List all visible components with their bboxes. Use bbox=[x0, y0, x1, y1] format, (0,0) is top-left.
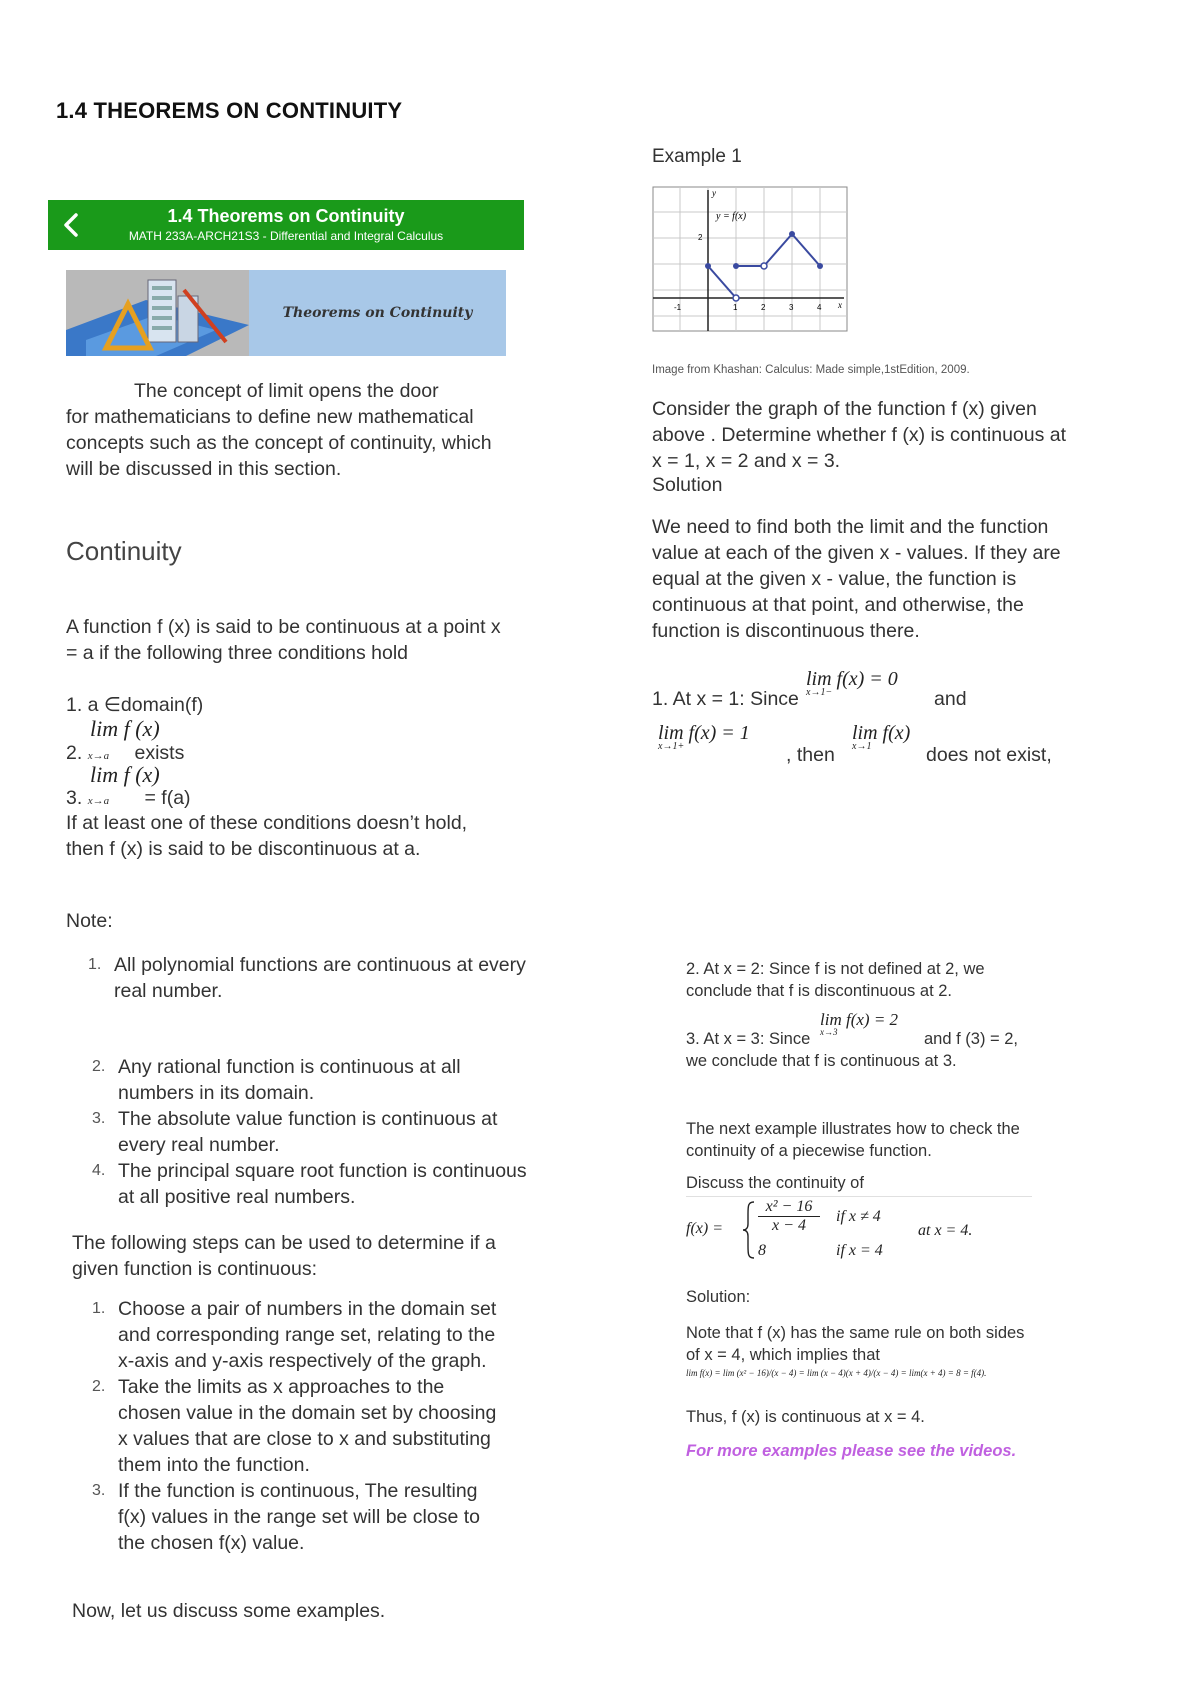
limit-subscript: x→a bbox=[87, 795, 110, 807]
list-item bbox=[70, 1158, 530, 1210]
list-number: 4. bbox=[92, 1162, 106, 1179]
list-number: 1. bbox=[88, 956, 102, 973]
step3-text: 3. At x = 3: Since bbox=[686, 1030, 811, 1048]
limit-subscript: x→1 bbox=[852, 741, 872, 752]
course-banner bbox=[66, 270, 506, 356]
piecewise-at: at x = 4. bbox=[918, 1222, 973, 1239]
list-number: 3. bbox=[92, 1482, 106, 1499]
steps-intro: The following steps can be used to determine if a given function is continuous: bbox=[72, 1232, 496, 1280]
list-item bbox=[70, 1106, 530, 1158]
list-text: Choose a pair of numbers in the domain set and corresponding range set, relating to the x-axis and y-axis respectively of the graph. bbox=[118, 1298, 497, 1372]
list-number: 2. bbox=[92, 1058, 106, 1075]
app-header bbox=[48, 200, 524, 250]
graph-x-axis-label: x bbox=[838, 300, 842, 310]
intro-rest: for mathematicians to define new mathematical concepts such as the concept of continuity, which will be discussed in this section. bbox=[66, 406, 492, 480]
page-title: 1.4 THEOREMS ON CONTINUITY bbox=[56, 98, 403, 123]
list-text: Any rational function is continuous at all numbers in its domain. bbox=[118, 1056, 461, 1104]
note-label: Note: bbox=[66, 910, 113, 932]
banner-text: Theorems on Continuity bbox=[282, 305, 473, 321]
limit-expression: lim f(x) = 1 bbox=[658, 722, 750, 744]
list-item bbox=[70, 1374, 510, 1478]
solution-label: Solution bbox=[652, 474, 723, 496]
note-that-text: Note that f (x) has the same rule on both sides of x = 4, which implies that bbox=[686, 1324, 1025, 1364]
list-text: If the function is continuous, The resulting f(x) values in the range set will be close to the chosen f(x) value. bbox=[118, 1480, 481, 1554]
limit-expression: lim f(x) = 0 bbox=[806, 668, 898, 690]
condition-3-number: 3. bbox=[66, 787, 83, 809]
step2-text: 2. At x = 2: Since f is not defined at 2, we conclude that f is discontinuous at 2. bbox=[686, 960, 985, 1000]
next-example-intro: The next example illustrates how to check the continuity of a piecewise function. bbox=[686, 1120, 1020, 1160]
step3-limit bbox=[820, 1010, 898, 1037]
intro-paragraph bbox=[66, 378, 506, 482]
examples-intro: Now, let us discuss some examples. bbox=[72, 1600, 386, 1622]
fraction-numerator: x² − 16 bbox=[765, 1198, 813, 1215]
piecewise-function bbox=[686, 1198, 1046, 1262]
fraction bbox=[758, 1198, 820, 1235]
list-item bbox=[70, 1478, 510, 1556]
condition-3-suffix: = f(a) bbox=[144, 787, 191, 809]
list-item bbox=[66, 952, 526, 1004]
step1-and: and bbox=[934, 688, 967, 710]
limit-expression: lim f (x) bbox=[90, 716, 160, 741]
thus-conclusion: Thus, f (x) is continuous at x = 4. bbox=[686, 1408, 925, 1426]
step3-conclusion: we conclude that f is continuous at 3. bbox=[686, 1052, 957, 1070]
fraction-denominator: x − 4 bbox=[758, 1216, 820, 1235]
limit-expression: lim f(x) = 2 bbox=[820, 1010, 899, 1029]
list-number: 3. bbox=[92, 1110, 106, 1127]
intro-line1: The concept of limit opens the door bbox=[134, 380, 439, 402]
condition-2-limit bbox=[90, 716, 160, 742]
graph-x-tick: 1 bbox=[733, 303, 738, 312]
divider bbox=[686, 1196, 1032, 1197]
step3-and: and f (3) = 2, bbox=[924, 1030, 1019, 1048]
solution-explanation: We need to find both the limit and the function value at each of the given x - values. If they are equal at the given x - value, the function is continuous at that point, and otherwise, the function is discontinuous there. bbox=[652, 516, 1061, 642]
section-heading-continuity: Continuity bbox=[66, 536, 182, 566]
condition-1: 1. a ∈domain(f) bbox=[66, 694, 204, 716]
limit-subscript: x→1+ bbox=[658, 741, 685, 752]
step1-text: 1. At x = 1: Since bbox=[652, 688, 799, 710]
example-question: Consider the graph of the function f (x) given above . Determine whether f (x) is continuous at x = 1, x = 2 and x = 3. bbox=[652, 398, 1067, 472]
steps-list bbox=[70, 1296, 510, 1556]
limit-left bbox=[806, 668, 898, 698]
example-label: Example 1 bbox=[652, 146, 742, 167]
condition-2-number: 2. bbox=[66, 742, 83, 764]
more-examples-link[interactable]: For more examples please see the videos. bbox=[686, 1442, 1017, 1460]
graph-x-tick: 4 bbox=[817, 303, 822, 312]
list-text: Take the limits as x approaches to the chosen value in the domain set by choosing x values that are close to x and substituting them into the function. bbox=[118, 1376, 497, 1476]
list-item bbox=[70, 1296, 510, 1374]
solution2-label: Solution: bbox=[686, 1288, 751, 1306]
piecewise-condition-1: if x ≠ 4 bbox=[836, 1208, 881, 1225]
header-title: 1.4 Theorems on Continuity bbox=[167, 206, 405, 226]
list-text: The absolute value function is continuous at every real number. bbox=[118, 1108, 498, 1156]
list-text: All polynomial functions are continuous at every real number. bbox=[114, 954, 526, 1002]
step1-then: , then bbox=[786, 744, 835, 766]
notes-list-top bbox=[66, 952, 526, 1004]
list-item bbox=[70, 1054, 530, 1106]
left-brace-icon bbox=[742, 1200, 756, 1260]
image-caption: Image from Khashan: Calculus: Made simple,1stEdition, 2009. bbox=[652, 364, 970, 376]
list-text: The principal square root function is continuous at all positive real numbers. bbox=[118, 1160, 527, 1208]
limit-subscript: x→3 bbox=[820, 1027, 838, 1037]
graph-y-axis-label: y bbox=[712, 188, 716, 198]
graph-x-tick: 2 bbox=[761, 303, 766, 312]
limit-expression: lim f(x) bbox=[852, 722, 911, 744]
piecewise-condition-2: if x = 4 bbox=[836, 1242, 883, 1259]
notes-list bbox=[70, 1054, 530, 1210]
piecewise-value-2: 8 bbox=[758, 1242, 766, 1259]
clipped-text-fragment bbox=[90, 1004, 490, 1008]
list-number: 2. bbox=[92, 1378, 106, 1395]
graph-function-label: y = f(x) bbox=[716, 211, 747, 222]
discuss-label: Discuss the continuity of bbox=[686, 1174, 864, 1192]
limit-two-sided bbox=[852, 722, 910, 752]
limit-chain: lim f(x) = lim (x² − 16)/(x − 4) = lim (x − 4)(x + 4)/(x − 4) = lim(x + 4) = 8 = f(4). bbox=[686, 1368, 987, 1378]
graph-x-tick: -1 bbox=[674, 303, 682, 312]
step1-does-not-exist: does not exist, bbox=[926, 744, 1052, 766]
clipped-text-fragment bbox=[72, 1640, 192, 1644]
limit-subscript: x→a bbox=[87, 750, 110, 762]
limit-subscript: x→1− bbox=[806, 687, 833, 698]
building-illustration-icon bbox=[66, 270, 249, 356]
list-number: 1. bbox=[92, 1300, 106, 1317]
header-subtitle: MATH 233A-ARCH21S3 - Differential and Integral Calculus bbox=[128, 229, 444, 243]
continuity-definition: A function f (x) is said to be continuous at a point x = a if the following three conditions hold bbox=[66, 616, 501, 664]
graph-y-tick: 2 bbox=[698, 233, 703, 242]
piecewise-lhs: f(x) = bbox=[686, 1220, 723, 1237]
discontinuity-paragraph: If at least one of these conditions doesn’t hold, then f (x) is said to be discontinuous at a. bbox=[66, 812, 468, 860]
function-graph bbox=[652, 186, 848, 332]
limit-right bbox=[658, 722, 750, 752]
limit-expression: lim f (x) bbox=[90, 762, 160, 787]
condition-2-suffix: exists bbox=[134, 742, 185, 764]
graph-x-tick: 3 bbox=[789, 303, 794, 312]
